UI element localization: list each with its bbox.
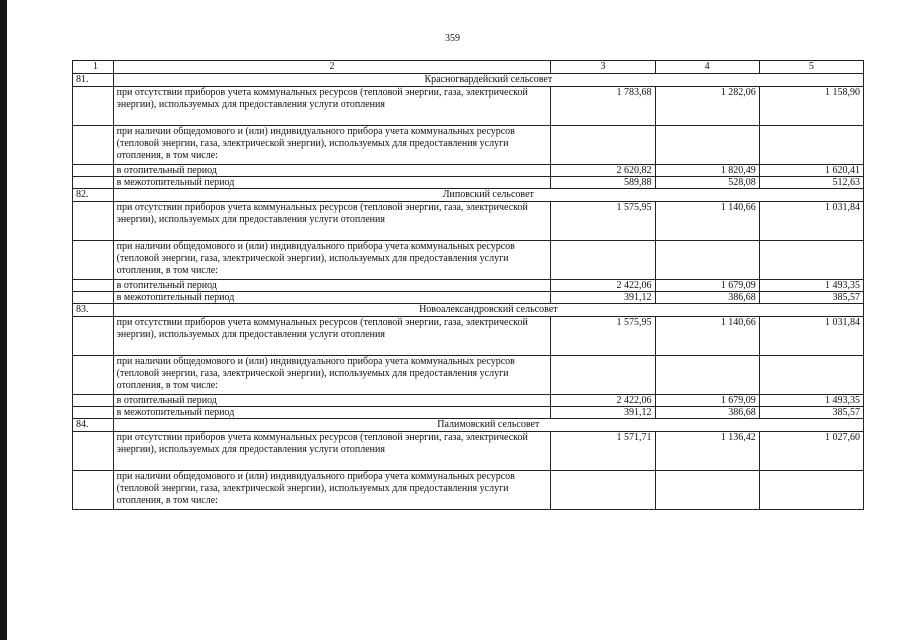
value-col-5: 512,63 <box>759 177 863 189</box>
section-row <box>73 189 864 202</box>
value-col-4 <box>655 241 759 280</box>
column-number-row <box>73 61 864 74</box>
row-description: при наличии общедомового и (или) индивидуального прибора учета коммунальных ресурсов (тепловой энергии, газа, электрической энергии), используемых для предоставления услуги отопления, в том числе: <box>113 356 551 395</box>
row-description: в отопительный период <box>113 165 551 177</box>
row-number-cell <box>73 471 114 510</box>
section-number: 82. <box>73 189 114 202</box>
value-col-3: 589,88 <box>551 177 655 189</box>
tariff-row <box>73 292 864 304</box>
section-row <box>73 74 864 87</box>
value-col-3 <box>551 126 655 165</box>
scan-edge-bar <box>0 0 7 640</box>
section-name: Палимовский сельсовет <box>113 419 863 432</box>
value-col-5: 385,57 <box>759 292 863 304</box>
row-number-cell <box>73 356 114 395</box>
row-number-cell <box>73 241 114 280</box>
value-col-3: 1 571,71 <box>551 432 655 471</box>
value-col-3: 1 575,95 <box>551 202 655 241</box>
row-number-cell <box>73 395 114 407</box>
value-col-4: 528,08 <box>655 177 759 189</box>
row-description: при наличии общедомового и (или) индивидуального прибора учета коммунальных ресурсов (тепловой энергии, газа, электрической энергии), используемых для предоставления услуги отопления, в том числе: <box>113 126 551 165</box>
row-description: в отопительный период <box>113 280 551 292</box>
row-description: в межотопительный период <box>113 177 551 189</box>
tariff-row <box>73 317 864 356</box>
section-row <box>73 419 864 432</box>
value-col-4: 1 140,66 <box>655 202 759 241</box>
row-description: в межотопительный период <box>113 292 551 304</box>
value-col-3: 1 575,95 <box>551 317 655 356</box>
tariff-row <box>73 432 864 471</box>
value-col-4 <box>655 471 759 510</box>
tariff-row <box>73 202 864 241</box>
row-description: при наличии общедомового и (или) индивидуального прибора учета коммунальных ресурсов (тепловой энергии, газа, электрической энергии), используемых для предоставления услуги отопления, в том числе: <box>113 471 551 510</box>
value-col-4: 386,68 <box>655 292 759 304</box>
row-number-cell <box>73 126 114 165</box>
column-number-3: 3 <box>551 61 655 74</box>
column-number-4: 4 <box>655 61 759 74</box>
value-col-4: 1 140,66 <box>655 317 759 356</box>
row-number-cell <box>73 177 114 189</box>
value-col-5: 1 027,60 <box>759 432 863 471</box>
column-number-1: 1 <box>73 61 114 74</box>
value-col-5 <box>759 241 863 280</box>
row-number-cell <box>73 202 114 241</box>
value-col-4 <box>655 126 759 165</box>
section-number: 83. <box>73 304 114 317</box>
value-col-3: 2 422,06 <box>551 395 655 407</box>
value-col-4: 1 679,09 <box>655 280 759 292</box>
tariff-table-body <box>73 61 864 510</box>
value-col-4: 1 282,06 <box>655 87 759 126</box>
section-name: Новоалександровский сельсовет <box>113 304 863 317</box>
row-description: при отсутствии приборов учета коммунальных ресурсов (тепловой энергии, газа, электрической энергии), используемых для предоставления услуги отопления <box>113 87 551 126</box>
section-number: 84. <box>73 419 114 432</box>
row-number-cell <box>73 432 114 471</box>
tariff-row <box>73 177 864 189</box>
tariff-row <box>73 87 864 126</box>
tariff-row <box>73 407 864 419</box>
row-number-cell <box>73 87 114 126</box>
section-name: Липовский сельсовет <box>113 189 863 202</box>
row-description: в отопительный период <box>113 395 551 407</box>
section-row <box>73 304 864 317</box>
value-col-5: 1 620,41 <box>759 165 863 177</box>
value-col-4 <box>655 356 759 395</box>
value-col-4: 1 820,49 <box>655 165 759 177</box>
value-col-4: 1 679,09 <box>655 395 759 407</box>
row-description: при отсутствии приборов учета коммунальных ресурсов (тепловой энергии, газа, электрической энергии), используемых для предоставления услуги отопления <box>113 317 551 356</box>
value-col-5: 1 031,84 <box>759 202 863 241</box>
value-col-5: 385,57 <box>759 407 863 419</box>
tariff-row <box>73 241 864 280</box>
tariff-row <box>73 165 864 177</box>
value-col-3: 391,12 <box>551 292 655 304</box>
tariff-row <box>73 126 864 165</box>
column-number-5: 5 <box>759 61 863 74</box>
value-col-3 <box>551 241 655 280</box>
row-description: при наличии общедомового и (или) индивидуального прибора учета коммунальных ресурсов (тепловой энергии, газа, электрической энергии), используемых для предоставления услуги отопления, в том числе: <box>113 241 551 280</box>
value-col-5: 1 493,35 <box>759 280 863 292</box>
value-col-3: 2 620,82 <box>551 165 655 177</box>
value-col-5 <box>759 356 863 395</box>
value-col-5: 1 158,90 <box>759 87 863 126</box>
value-col-4: 1 136,42 <box>655 432 759 471</box>
row-number-cell <box>73 407 114 419</box>
value-col-3 <box>551 471 655 510</box>
row-description: в межотопительный период <box>113 407 551 419</box>
value-col-5: 1 493,35 <box>759 395 863 407</box>
value-col-3: 391,12 <box>551 407 655 419</box>
value-col-3 <box>551 356 655 395</box>
value-col-5: 1 031,84 <box>759 317 863 356</box>
tariff-row <box>73 471 864 510</box>
page-number: 359 <box>445 33 460 44</box>
section-name: Красногвардейский сельсовет <box>113 74 863 87</box>
row-number-cell <box>73 280 114 292</box>
value-col-3: 2 422,06 <box>551 280 655 292</box>
value-col-5 <box>759 471 863 510</box>
row-description: при отсутствии приборов учета коммунальных ресурсов (тепловой энергии, газа, электрической энергии), используемых для предоставления услуги отопления <box>113 202 551 241</box>
tariff-row <box>73 395 864 407</box>
row-description: при отсутствии приборов учета коммунальных ресурсов (тепловой энергии, газа, электрической энергии), используемых для предоставления услуги отопления <box>113 432 551 471</box>
row-number-cell <box>73 165 114 177</box>
value-col-4: 386,68 <box>655 407 759 419</box>
value-col-5 <box>759 126 863 165</box>
tariff-row <box>73 356 864 395</box>
column-number-2: 2 <box>113 61 551 74</box>
value-col-3: 1 783,68 <box>551 87 655 126</box>
section-number: 81. <box>73 74 114 87</box>
tariff-table <box>72 60 864 510</box>
row-number-cell <box>73 292 114 304</box>
tariff-row <box>73 280 864 292</box>
row-number-cell <box>73 317 114 356</box>
